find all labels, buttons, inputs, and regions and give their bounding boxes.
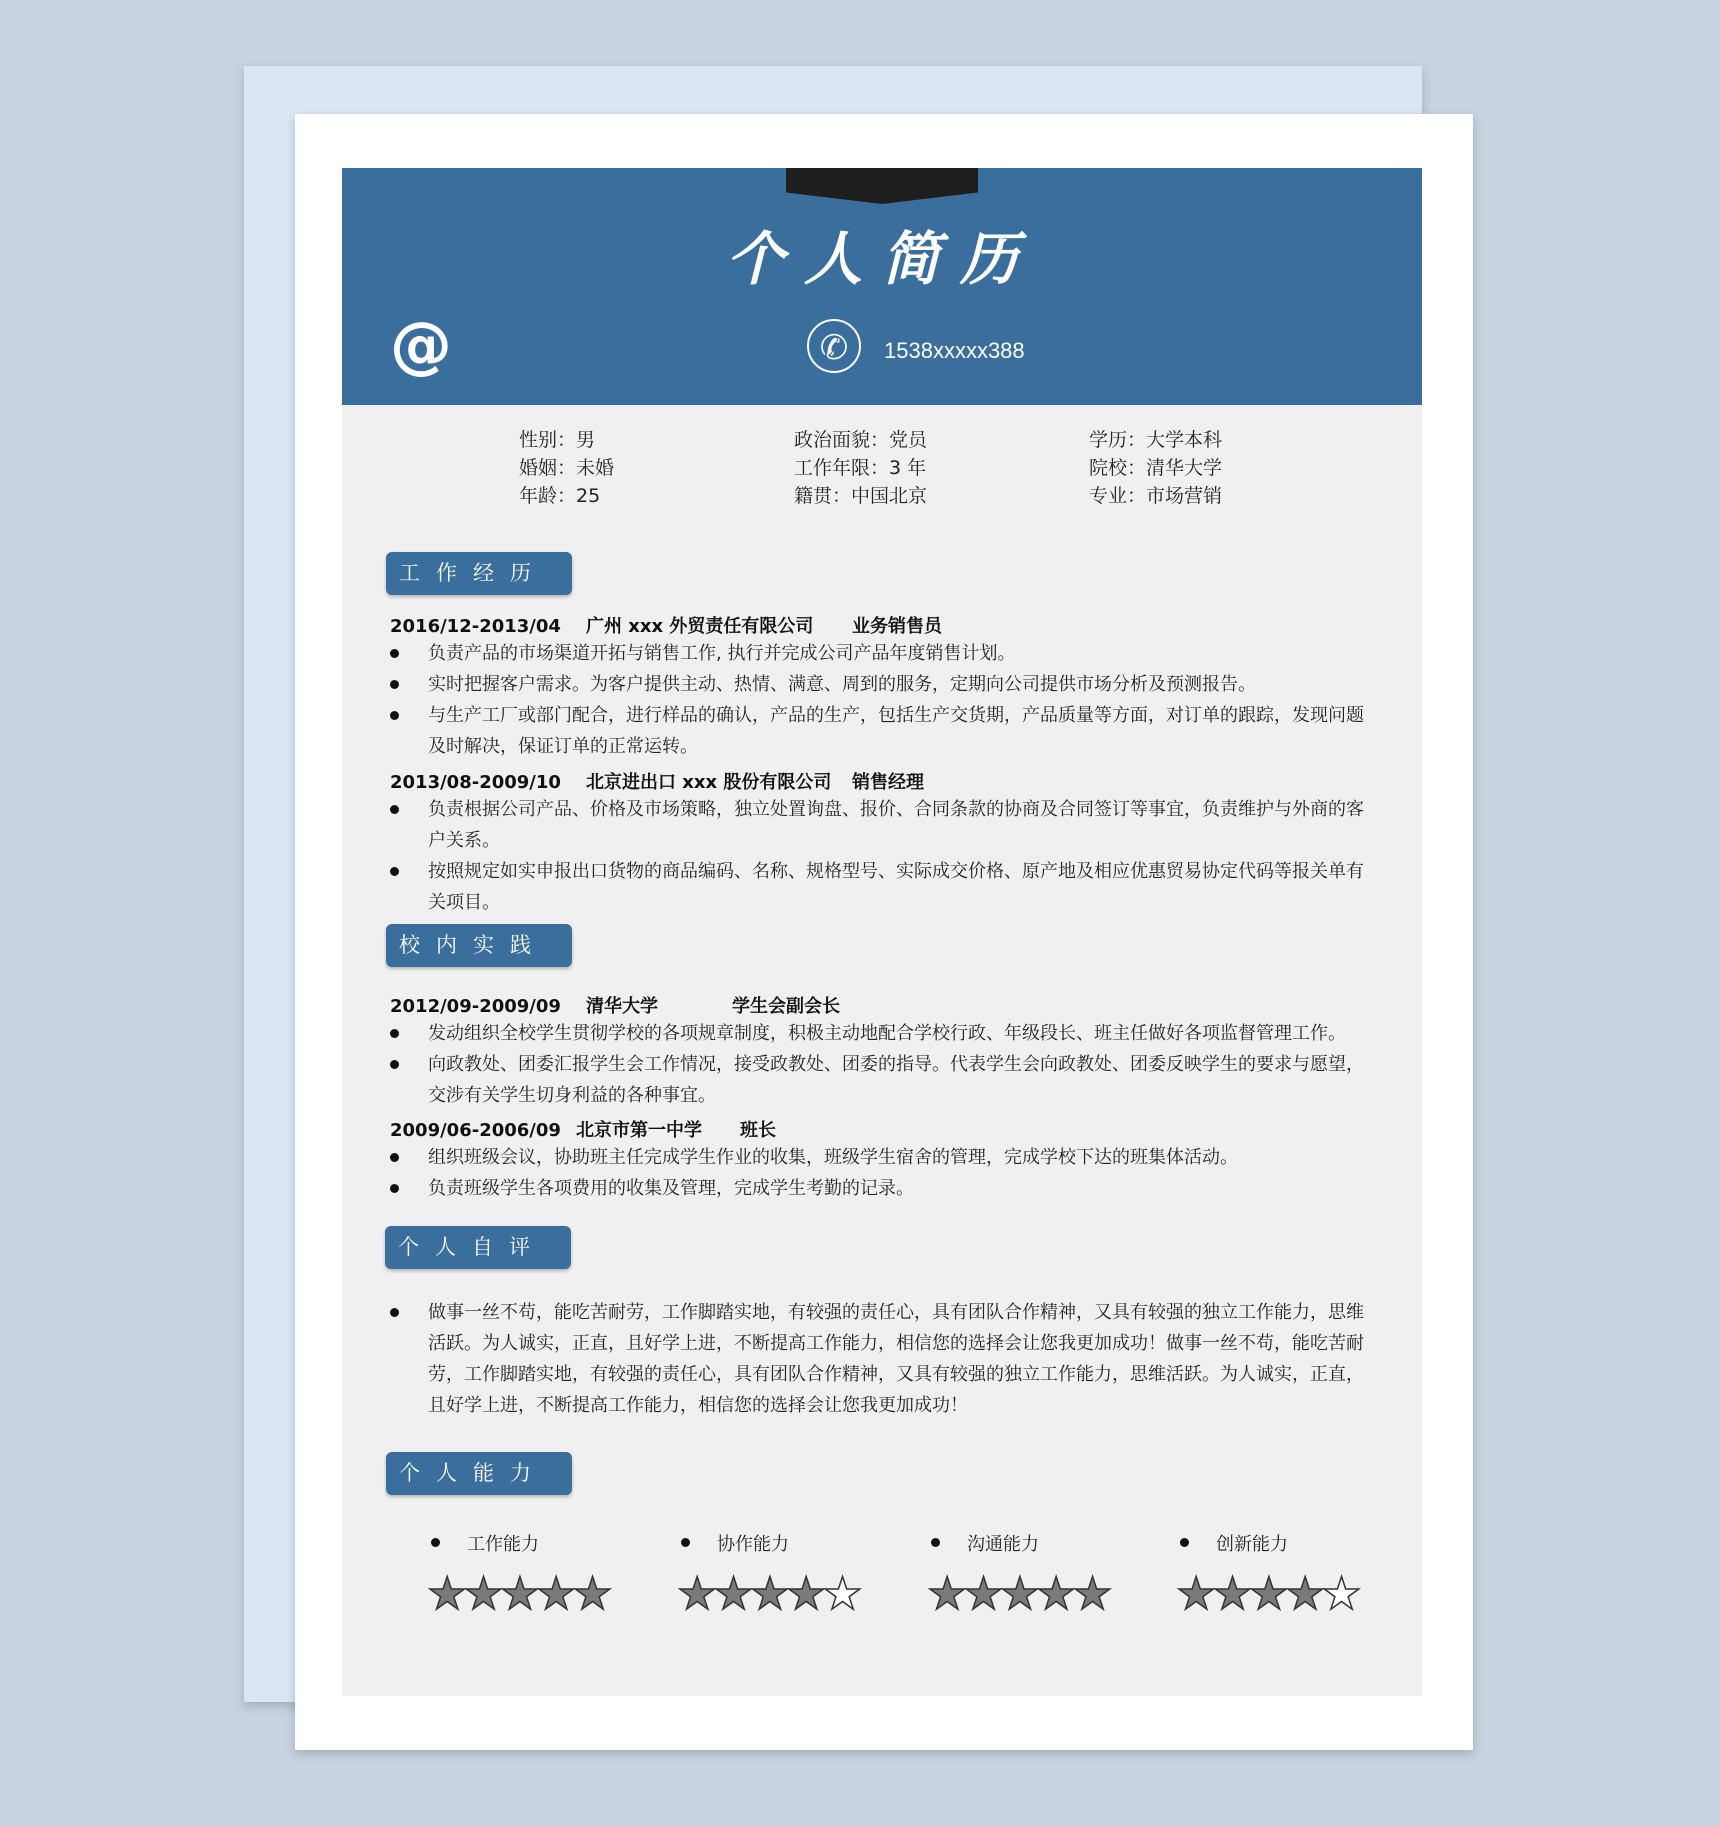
star-rating [927, 1567, 1109, 1620]
work-entry-2-head [390, 768, 924, 794]
phone-icon: ✆ [807, 319, 861, 373]
work-entry-2-org: 北京进出口 xxx 股份有限公司 [586, 772, 832, 793]
star-filled-icon: ★ [927, 1567, 964, 1620]
info-work-years: 工作年限：3 年 [794, 457, 927, 479]
star-filled-icon: ★ [572, 1567, 609, 1620]
work-entry-2-role: 销售经理 [852, 772, 924, 793]
info-age: 年龄：25 [519, 485, 601, 507]
campus-entry-1-role: 学生会副会长 [732, 996, 840, 1017]
star-filled-icon: ★ [749, 1567, 787, 1620]
section-skills-label: 个人能力 [386, 1452, 572, 1495]
star-filled-icon: ★ [1072, 1567, 1109, 1620]
star-rating [1176, 1567, 1358, 1620]
info-column-2 [794, 426, 927, 510]
star-empty-icon: ★ [1321, 1567, 1358, 1620]
star-filled-icon: ★ [1036, 1567, 1073, 1620]
info-major: 专业：市场营销 [1089, 485, 1223, 507]
skill-label: 协作能力 [717, 1534, 789, 1555]
campus-entry-1-period: 2012/09-2009/09 [390, 996, 561, 1017]
at-icon: @ [390, 308, 452, 381]
star-filled-icon: ★ [1212, 1567, 1249, 1620]
work-entry-1-role: 业务销售员 [852, 616, 942, 637]
work-entry-2-period: 2013/08-2009/10 [390, 772, 561, 793]
section-campus-label: 校内实践 [386, 924, 572, 967]
star-filled-icon: ★ [999, 1567, 1037, 1620]
star-filled-icon: ★ [1285, 1567, 1322, 1620]
section-work-label: 工作经历 [386, 552, 572, 595]
bullet-dot [931, 1538, 940, 1547]
skill-label: 创新能力 [1216, 1534, 1288, 1555]
campus-entry-2-head [390, 1116, 776, 1142]
info-column-3 [1089, 426, 1222, 510]
info-education: 学历：大学本科 [1089, 429, 1223, 451]
header-tab [786, 168, 978, 204]
bullet-dot [431, 1538, 440, 1547]
bullet-dot [1180, 1538, 1189, 1547]
campus-entry-1-head [390, 992, 840, 1018]
star-rating [677, 1567, 859, 1620]
star-filled-icon: ★ [713, 1567, 750, 1620]
info-school: 院校：清华大学 [1089, 457, 1223, 479]
campus-entry-2-role: 班长 [740, 1120, 776, 1141]
star-filled-icon: ★ [786, 1567, 823, 1620]
campus-entry-2-period: 2009/06-2006/09 [390, 1120, 561, 1141]
resume-title: 个人简历 [725, 225, 1038, 293]
star-empty-icon: ★ [822, 1567, 859, 1620]
resume-content: 个人简历 @ ✆ 1538xxxxx388 性别：男 婚姻：未婚 年龄：25 政治面貌：党员 工作年限：3 年 籍贯：中国北京 学历：大学本科 院校：清华大学 专业：市场营销 工作经历 2016/12-2013/04 广州 xxx 外贸责任有限公司 业务销售员 负责产品的市场渠道开拓与销售工作, 执行并完成公司产品年度销售计划。 实时把握客户需求。为客户提供主动、热情、满意、周到的服务，定期向公司提供市场分析及预测报告。 与生产工厂或部门配合，进行样品的确认，产品的生产，包括生产交货期，产品质量等方面，对订单的跟踪，发现问题及时解决，保证订单的正常运转。 2013/08-2009/10 北京进出口 xxx 股份有限公司 销售经理 负责根据公司产品、价格及市场策略，独立处置询盘、报价、合同条款的协商及合同签订等事宜，负责维护与外商的客户关系。 按照规定如实申报出口货物的商品编码、名称、规格型号、实际成交价格、原产地及相应优惠贸易协定代码等报关单有关项目。 校内实践 2012/09-2009/09 清华大学 学生会副会长 发动组织全校学生贯彻学校的各项规章制度，积极主动地配合学校行政、年级段长、班主任做好各项监督管理工作。 向政教处、团委汇报学生会工作情况，接受政教处、团委的指导。代表学生会向政教处、团委反映学生的要求与愿望，交涉有关学生切身利益的各种事宜。 2009/06-2006/09 北京市第一中学 班长 组织班级会议，协助班主任完成学生作业的收集，班级学生宿舍的管理，完成学校下达的班集体活动。 负责班级学生各项费用的收集及管理，完成学生考勤的记录。 个人自评 做事一丝不苟，能吃苦耐劳，工作脚踏实地，有较强的责任心，具有团队合作精神，又具有较强的独立工作能力，思维活跃。为人诚实，正直，且好学上进，不断提高工作能力，相信您的选择会让您我更加成功！做事一丝不苟，能吃苦耐劳，工作脚踏实地，有较强的责任心，具有团队合作精神，又具有较强的独立工作能力，思维活跃。为人诚实，正直，且好学上进，不断提高工作能力，相信您的选择会让您我更加成功！ 个人能力 工作能力 ★★★★★ 协作能力 ★★★★★ 沟通能力 ★★★★★ 创新能力 ★★★★★ [342, 168, 1422, 1696]
star-filled-icon: ★ [427, 1567, 464, 1620]
star-rating [427, 1567, 609, 1620]
star-filled-icon: ★ [499, 1567, 537, 1620]
info-political: 政治面貌：党员 [794, 429, 928, 451]
skill-label: 工作能力 [467, 1534, 539, 1555]
star-filled-icon: ★ [536, 1567, 573, 1620]
skill-label: 沟通能力 [967, 1534, 1039, 1555]
info-native-place: 籍贯：中国北京 [794, 485, 928, 507]
work-entry-1-org: 广州 xxx 外贸责任有限公司 [586, 616, 814, 637]
info-gender: 性别：男 [519, 429, 596, 451]
campus-entry-1-org: 清华大学 [586, 996, 658, 1017]
campus-entry-2-org: 北京市第一中学 [576, 1120, 702, 1141]
star-filled-icon: ★ [963, 1567, 1000, 1620]
star-filled-icon: ★ [463, 1567, 500, 1620]
bullet-dot [681, 1538, 690, 1547]
star-filled-icon: ★ [677, 1567, 714, 1620]
star-filled-icon: ★ [1176, 1567, 1213, 1620]
work-entry-1-period: 2016/12-2013/04 [390, 616, 561, 637]
info-column-1 [519, 426, 614, 510]
resume-header [342, 168, 1422, 405]
work-entry-1-head [390, 612, 942, 638]
phone-number: 1538xxxxx388 [884, 338, 1025, 363]
info-marital: 婚姻：未婚 [519, 457, 615, 479]
section-self-eval-label: 个人自评 [385, 1226, 571, 1269]
star-filled-icon: ★ [1248, 1567, 1286, 1620]
